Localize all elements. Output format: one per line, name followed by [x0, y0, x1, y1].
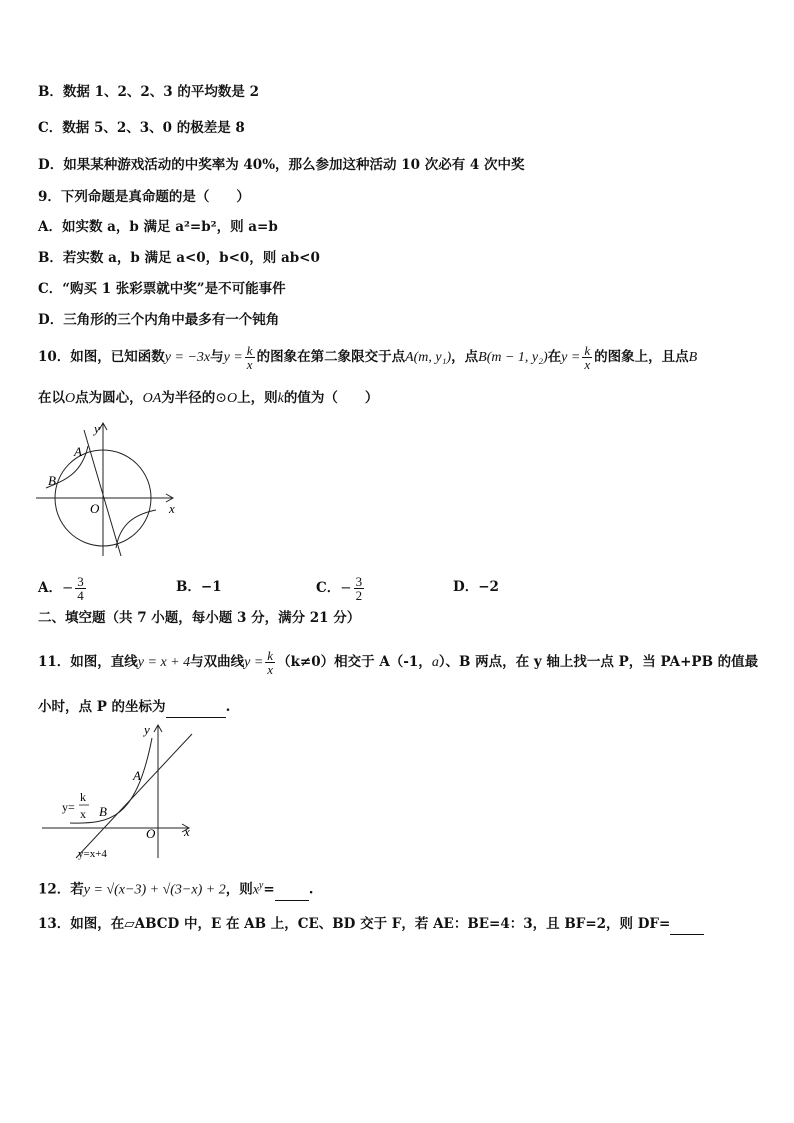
q10-k: k [277, 391, 284, 406]
q10-fraction: $\frac{k}{x}$ [584, 343, 591, 372]
q8-option-d: D．如果某种游戏活动的中奖率为 40%，那么参加这种活动 10 次必有 4 次中奖 [38, 157, 525, 173]
answer-blank[interactable] [166, 697, 226, 718]
q10-text: 的值为（ ） [283, 390, 379, 406]
q11-stem-line2 [38, 697, 230, 718]
q12-stem [38, 876, 313, 901]
answer-blank[interactable] [670, 914, 704, 935]
q11-stem-line1 [38, 649, 758, 676]
q10-stem-line2 [38, 388, 378, 409]
q10-option-b: B．−1 [176, 579, 222, 595]
point-b-label: B [48, 473, 56, 488]
q12-text: 12．若 [38, 881, 84, 898]
q9-option-b: B．若实数 a，b 满足 a<0，b<0，则 ab<0 [38, 250, 320, 266]
q10-text: 上，则 [237, 390, 278, 406]
option-fraction: $\frac{3}{2}$ [355, 574, 363, 603]
q13-text: 13．如图，在▱ABCD 中，E 在 AB 上，CE、BD 交于 F，若 AE：BE=4：3，且 BF=2，则 DF= [38, 916, 671, 932]
q12-power-exp: y [258, 880, 264, 891]
option-sign: − [340, 580, 352, 596]
q10-point-a: A(m, y₁) [405, 350, 452, 365]
option-fraction: $\frac{3}{4}$ [77, 574, 84, 603]
origin-label: O [146, 826, 156, 841]
q10-fraction: $\frac{k}{x}$ [246, 343, 253, 372]
q10-point-b: B(m − 1, y₂) [478, 350, 548, 365]
q10-func-linear: y = −3x [164, 350, 211, 365]
q12-text: ，则 [225, 881, 253, 898]
curve-label-pre: y= [62, 800, 75, 814]
q10-text: 的图象在第二象限交于点 [256, 349, 406, 365]
option-label: C． [316, 580, 341, 596]
q10-figure [36, 418, 186, 560]
q11-text: 11．如图，直线 [38, 654, 138, 670]
line-label: y=x+4 [78, 848, 107, 860]
q10-option-c [316, 575, 366, 602]
q13-stem [38, 914, 704, 935]
point-a-label: A [74, 444, 82, 459]
q11-func-pre: y = [244, 655, 264, 670]
origin-label: O [90, 501, 100, 516]
q11-a: a [431, 655, 439, 670]
q10-option-d: D．−2 [453, 579, 499, 595]
q11-text: . [225, 699, 231, 715]
q10-text: 为半径的 [161, 390, 216, 406]
x-label: x [169, 501, 175, 516]
q10-text: 点为圆心， [75, 390, 143, 406]
x-label: x [184, 824, 190, 839]
option-label: A． [38, 580, 62, 596]
q10-func-pre: y = [561, 350, 581, 365]
q10-text: 的图象上，且点 [594, 349, 689, 365]
q10-point-b-label: B [688, 350, 698, 365]
q10-text: 在 [547, 349, 562, 365]
q10-option-a [38, 575, 88, 602]
q10-func-pre: y = [223, 350, 243, 365]
q11-line-func: y = x + 4 [137, 655, 191, 670]
q9-stem: 9．下列命题是真命题的是（ ） [38, 189, 250, 205]
q11-figure [40, 720, 200, 862]
answer-blank[interactable] [275, 880, 309, 901]
option-sign: − [61, 580, 74, 596]
line-y-x-plus-4 [76, 734, 192, 858]
q10-oa: OA [142, 391, 162, 406]
q11-text: （k≠0）相交于 A（-1， [277, 654, 432, 670]
q8-option-b: B．数据 1、2、2、3 的平均数是 2 [38, 84, 259, 100]
q11-fraction: $\frac{k}{x}$ [267, 648, 274, 677]
q10-stem-line1 [38, 344, 697, 371]
q8-option-c: C．数据 5、2、3、0 的极差是 8 [38, 120, 245, 136]
section-2-heading: 二、填空题（共 7 小题，每小题 3 分，满分 21 分） [38, 610, 361, 626]
curve-label-den: x [80, 807, 86, 821]
q12-text: . [308, 881, 314, 898]
q11-text: 与双曲线 [190, 654, 245, 670]
q12-power-base: x [252, 882, 259, 898]
q10-text: 在以 [38, 390, 65, 406]
point-a-label: A [133, 768, 141, 783]
q9-option-c: C．“购买 1 张彩票就中奖”是不可能事件 [38, 281, 286, 297]
q12-expression: y = √(x−3) + √(3−x) + 2 [83, 882, 226, 898]
y-label: y [94, 421, 100, 436]
q12-text: = [263, 881, 275, 898]
q10-o: O [65, 391, 76, 406]
q9-option-d: D．三角形的三个内角中最多有一个钝角 [38, 312, 280, 328]
q11-text: ）、B 两点，在 y 轴上找一点 P，当 PA+PB 的值最 [438, 654, 759, 670]
q10-text: 10．如图，已知函数 [38, 349, 165, 365]
q9-option-a: A．如实数 a，b 满足 a²=b²，则 a=b [38, 219, 278, 235]
y-label: y [144, 722, 150, 737]
q10-text: ，点 [451, 349, 479, 365]
q11-text: 小时，点 P 的坐标为 [38, 699, 166, 715]
point-b-label: B [99, 804, 107, 819]
q10-text: 与 [210, 349, 224, 365]
q10-circle-o: ⊙O [215, 391, 238, 406]
curve-label-num: k [80, 790, 86, 804]
